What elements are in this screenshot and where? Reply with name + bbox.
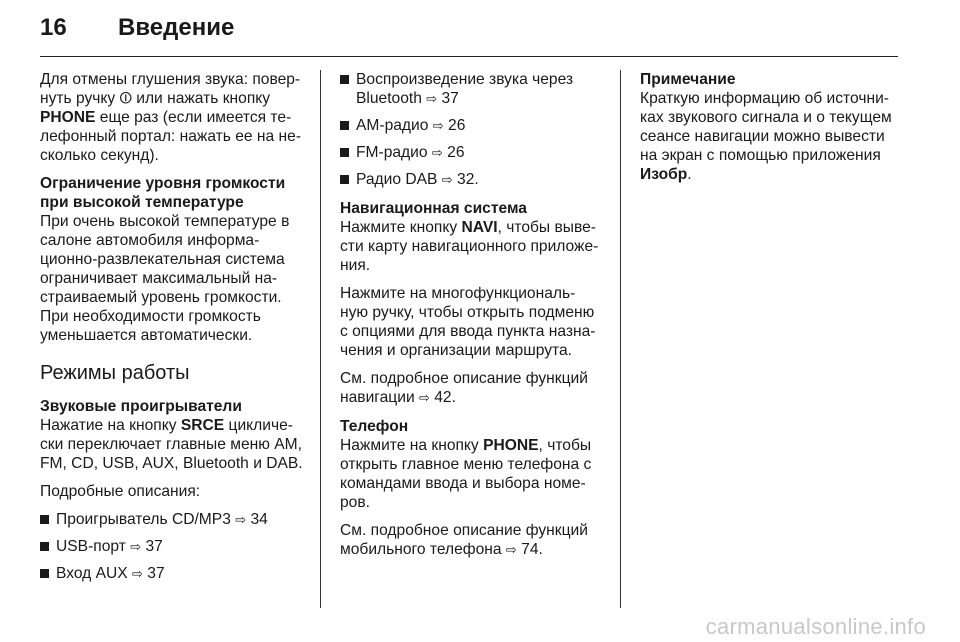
list-item: Воспроизведение звука через Bluetooth ⇨ 37 bbox=[340, 70, 604, 109]
page-ref-arrow-icon: ⇨ bbox=[132, 567, 143, 582]
column-divider bbox=[320, 70, 321, 608]
bullet-list bbox=[40, 510, 304, 584]
paragraph-text: Нажмите на многофункциональ- ную ручку, чтобы открыть подменю с опциями для ввода пункта назна- чения и организации маршрута. bbox=[340, 285, 596, 359]
column-1 bbox=[40, 70, 304, 593]
text: Нажатие на кнопку bbox=[40, 417, 181, 434]
page-ref-link[interactable]: 74. bbox=[521, 541, 543, 558]
paragraph-text: При очень высокой температуре в салоне автомобиля информа- ционно-развлекательная система ограничивает максимальный на- страиваемый уровень громкости. При необходимости громкость уменьшается автоматически. bbox=[40, 213, 290, 344]
list-item: Проигрыватель CD/MP3 ⇨ 34 bbox=[40, 510, 304, 530]
page-ref-link[interactable]: 37 bbox=[147, 565, 165, 582]
list-item: Вход AUX ⇨ 37 bbox=[40, 564, 304, 584]
page-ref-arrow-icon: ⇨ bbox=[432, 119, 444, 134]
text: , чтобы выве- сти карту навигационного приложе- ния. bbox=[340, 219, 599, 274]
page-number: 16 bbox=[40, 14, 67, 41]
text: См. подробное описание функций навигации bbox=[340, 370, 588, 406]
page-ref-link[interactable]: 37 bbox=[441, 90, 459, 107]
list-item: USB-порт ⇨ 37 bbox=[40, 537, 304, 557]
bullet-square-icon bbox=[340, 75, 349, 84]
phone-block bbox=[340, 417, 604, 512]
text: Нажмите на кнопку bbox=[340, 437, 484, 454]
text: Краткую информацию об источни- ках звукового сигнала и о текущем сеансе навигации можно вывести на экран с помощью приложения bbox=[640, 90, 892, 164]
text: . bbox=[687, 166, 692, 183]
phone-ref-paragraph bbox=[340, 521, 604, 560]
page-ref-arrow-icon: ⇨ bbox=[431, 146, 443, 161]
bullet-square-icon bbox=[40, 515, 49, 524]
note-heading: Примечание bbox=[640, 71, 736, 88]
subheading: Телефон bbox=[340, 418, 409, 435]
power-knob-icon: ⏼ bbox=[119, 90, 132, 107]
text: , чтобы открыть главное меню телефона с командами ввода и выбора номе- ров. bbox=[340, 437, 592, 511]
list-item: Радио DAB ⇨ 32. bbox=[340, 170, 604, 190]
text: еще раз (если имеется те- лефонный портал: нажать ее на не- сколько секунд). bbox=[40, 109, 302, 164]
column-3 bbox=[640, 70, 904, 193]
bullet-square-icon bbox=[340, 121, 349, 130]
page-ref-link[interactable]: 42. bbox=[434, 389, 456, 406]
bullet-square-icon bbox=[340, 175, 349, 184]
page-ref-link[interactable]: 37 bbox=[145, 538, 163, 555]
page-ref-arrow-icon: ⇨ bbox=[426, 92, 438, 107]
audio-players-block bbox=[40, 397, 304, 473]
key-label: Изобр bbox=[640, 166, 688, 183]
navigation-block bbox=[340, 199, 604, 275]
key-label: PHONE bbox=[483, 437, 539, 454]
bullet-list bbox=[340, 70, 604, 190]
page-ref-arrow-icon: ⇨ bbox=[505, 543, 517, 558]
navigation-ref-paragraph bbox=[340, 369, 604, 408]
column-2 bbox=[340, 70, 604, 569]
text: См. подробное описание функций мобильного телефона bbox=[340, 522, 588, 558]
list-item: AM-радио ⇨ 26 bbox=[340, 116, 604, 136]
page-title: Введение bbox=[118, 14, 235, 41]
subheading: Навигационная система bbox=[340, 200, 527, 217]
key-label: NAVI bbox=[461, 219, 498, 236]
page-ref-arrow-icon: ⇨ bbox=[419, 391, 430, 406]
page-ref-link[interactable]: 32. bbox=[457, 171, 479, 188]
volume-limit-block bbox=[40, 174, 304, 345]
text: Нажмите кнопку bbox=[340, 219, 462, 236]
subheading: Звуковые проигрыватели bbox=[40, 398, 242, 415]
text: цикличе- ски переключает главные меню AM, FM, CD, USB, AUX, Bluetooth и DAB. bbox=[40, 417, 303, 472]
page-header bbox=[40, 14, 920, 54]
page-ref-link[interactable]: 26 bbox=[448, 117, 466, 134]
paragraph-text: Подробные описания: bbox=[40, 483, 201, 500]
page-ref-arrow-icon: ⇨ bbox=[235, 513, 247, 528]
note-block bbox=[640, 70, 904, 184]
section-title: Режимы работы bbox=[40, 362, 190, 384]
bullet-square-icon bbox=[340, 148, 349, 157]
page-ref-arrow-icon: ⇨ bbox=[441, 173, 453, 188]
bullet-square-icon bbox=[40, 542, 49, 551]
text: или нажать кнопку bbox=[131, 90, 271, 107]
page-ref-link[interactable]: 34 bbox=[250, 511, 268, 528]
column-divider bbox=[620, 70, 621, 608]
watermark: carmanualsonline.info bbox=[705, 614, 926, 639]
key-label: PHONE bbox=[40, 109, 96, 126]
mute-paragraph bbox=[40, 70, 304, 165]
page-ref-link[interactable]: 26 bbox=[447, 144, 465, 161]
list-item: FM-радио ⇨ 26 bbox=[340, 143, 604, 163]
text: Для отмены глушения звука: повер- нуть ручку bbox=[40, 71, 301, 107]
header-rule bbox=[40, 56, 898, 57]
bullet-square-icon bbox=[40, 569, 49, 578]
key-label: SRCE bbox=[180, 417, 225, 434]
page-ref-arrow-icon: ⇨ bbox=[130, 540, 142, 555]
subheading: Ограничение уровня громкости при высокой температуре bbox=[40, 175, 286, 211]
